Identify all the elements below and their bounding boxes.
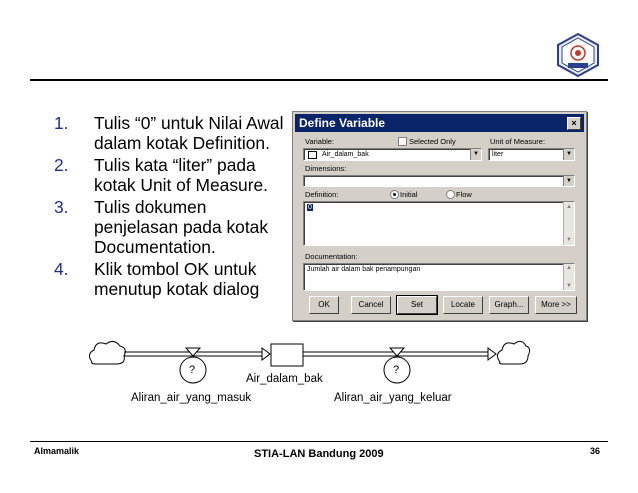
stock-label: Air_dalam_bak <box>246 373 323 385</box>
variable-select[interactable] <box>303 148 482 161</box>
outflow-label: Aliran_air_yang_keluar <box>334 392 452 404</box>
footer-rule <box>30 441 608 442</box>
set-button[interactable]: Set <box>397 296 437 314</box>
step-text: Tulis kata “liter” pada kotak Unit of Measure. <box>94 155 268 195</box>
documentation-scrollbar[interactable]: ▲ ▼ <box>563 264 574 290</box>
inflow-arrowhead <box>262 348 270 360</box>
step-text: Tulis “0” untuk Nilai Awal dalam kotak Definition. <box>94 113 284 153</box>
documentation-value: Jumlah air dalam bak penampungan <box>307 266 421 273</box>
step-number: 4. <box>54 259 69 279</box>
variable-label: Variable: <box>305 137 335 146</box>
definition-value: 0 <box>308 204 312 211</box>
variable-value: Air_dalam_bak <box>322 151 369 158</box>
step-text: Tulis dokumen penjelasan pada kotak Documentation. <box>94 197 269 257</box>
footer-author: Almamalik <box>34 446 80 456</box>
dialog-title: Define Variable <box>299 116 386 130</box>
stock-box <box>271 344 303 366</box>
definition-input[interactable] <box>303 201 575 246</box>
close-icon[interactable]: × <box>567 117 581 130</box>
define-variable-dialog <box>292 111 587 321</box>
graph-button[interactable]: Graph... <box>489 296 529 314</box>
documentation-input[interactable] <box>303 263 575 291</box>
stock-icon <box>308 151 317 159</box>
stia-lan-logo-icon <box>556 33 600 77</box>
chevron-down-icon[interactable]: ▼ <box>563 176 574 186</box>
step-number: 2. <box>54 155 69 175</box>
dimensions-label: Dimensions: <box>305 164 347 173</box>
step-number: 1. <box>54 113 69 133</box>
chevron-down-icon[interactable]: ▼ <box>563 149 574 160</box>
stock-flow-diagram <box>0 330 638 410</box>
definition-label: Definition: <box>305 190 339 199</box>
header-rule <box>30 79 608 81</box>
sink-cloud-icon <box>497 341 529 364</box>
locate-button[interactable]: Locate <box>443 296 483 314</box>
selected-only-checkbox[interactable] <box>398 137 407 146</box>
step-text: Klik tombol OK untuk menutup kotak dialog <box>94 259 260 299</box>
initial-radio[interactable] <box>390 190 399 199</box>
definition-scrollbar[interactable]: ▲ ▼ <box>563 202 574 245</box>
source-cloud-icon <box>89 341 125 364</box>
inflow-label: Aliran_air_yang_masuk <box>131 392 252 404</box>
instruction-list <box>54 113 290 301</box>
cancel-button[interactable]: Cancel <box>351 296 391 314</box>
step-item <box>54 113 290 153</box>
flow-label: Flow <box>456 190 472 199</box>
outflow-arrowhead <box>488 348 496 360</box>
step-item <box>54 155 290 195</box>
step-number: 3. <box>54 197 69 217</box>
unit-of-measure-label: Unit of Measure: <box>490 137 546 146</box>
inflow-unknown-mark: ? <box>189 364 196 376</box>
more-button[interactable]: More >> <box>535 296 577 314</box>
chevron-down-icon[interactable]: ▼ <box>470 149 481 160</box>
step-item <box>54 197 290 257</box>
dimensions-select[interactable] <box>303 175 575 187</box>
dialog-titlebar[interactable] <box>295 114 584 132</box>
selected-only-label: Selected Only <box>409 137 456 146</box>
outflow-unknown-mark: ? <box>393 364 400 376</box>
step-item <box>54 259 290 299</box>
flow-radio[interactable] <box>446 190 455 199</box>
documentation-label: Documentation: <box>305 252 358 261</box>
unit-of-measure-select[interactable] <box>488 148 575 161</box>
page-number: 36 <box>590 446 601 456</box>
unit-of-measure-value: liter <box>492 151 504 158</box>
initial-label: Initial <box>400 190 418 199</box>
ok-button[interactable]: OK <box>309 296 339 314</box>
footer-institution: STIA-LAN Bandung 2009 <box>254 448 384 460</box>
